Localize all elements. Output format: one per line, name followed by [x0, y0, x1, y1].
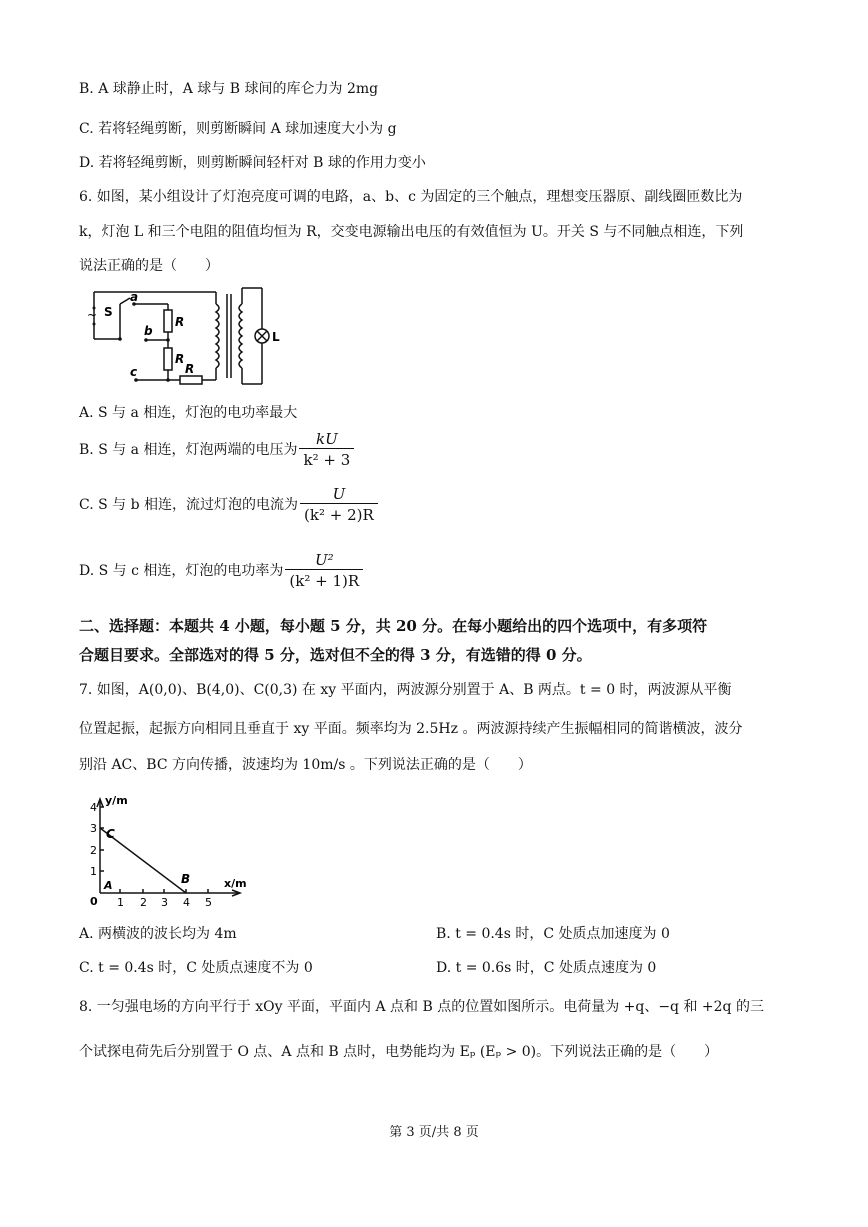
y-axis-label: y/m — [105, 794, 128, 807]
contact-b-label: b — [144, 324, 153, 338]
q6-stem-line2: k，灯泡 L 和三个电阻的阻值均恒为 R，交变电源输出电压的有效值恒为 U。开关 S 与不同触点相连，下列 — [79, 224, 744, 240]
q6-option-b-fraction — [299, 430, 354, 470]
point-b-label: B — [181, 872, 191, 886]
point-a-label: A — [104, 879, 113, 892]
q6-option-b — [79, 430, 354, 470]
resistor-3-label: R — [185, 362, 195, 376]
q5-option-b: B. A 球静止时，A 球与 B 球间的库仑力为 2mg — [79, 81, 379, 97]
q7-option-a: A. 两横波的波长均为 4m — [79, 926, 237, 942]
fraction-numerator: U — [332, 485, 346, 503]
switch-label: S — [104, 305, 113, 319]
x-tick-2: 2 — [140, 896, 147, 909]
x-axis-label: x/m — [224, 877, 247, 890]
q6-option-d — [79, 551, 363, 591]
origin-label: 0 — [90, 895, 98, 908]
q5-option-c: C. 若将轻绳剪断，则剪断瞬间 A 球加速度大小为 g — [79, 121, 397, 137]
q7-stem-line1: 7. 如图，A(0,0)、B(4,0)、C(0,3) 在 xy 平面内，两波源分别置于 A、B 两点。t = 0 时，两波源从平衡 — [79, 682, 732, 698]
q7-stem-line2: 位置起振，起振方向相同且垂直于 xy 平面。频率均为 2.5Hz 。两波源持续产生振幅相同的简谐横波，波分 — [79, 721, 743, 737]
q7-coordinate-diagram — [80, 793, 250, 911]
section2-heading-line1: 二、选择题：本题共 4 小题，每小题 5 分，共 20 分。在每小题给出的四个选项中，有多项符 — [79, 617, 708, 635]
q6-option-d-text: D. S 与 c 相连，灯泡的电功率为 — [79, 563, 284, 579]
fraction-denominator: (k² + 2)R — [300, 503, 378, 525]
contact-c-label: c — [130, 365, 138, 379]
lamp-label: L — [272, 330, 280, 344]
q6-option-b-text: B. S 与 a 相连，灯泡两端的电压为 — [79, 442, 298, 458]
q8-stem-line1: 8. 一匀强电场的方向平行于 xOy 平面，平面内 A 点和 B 点的位置如图所示。电荷量为 +q、−q 和 +2q 的三 — [79, 999, 764, 1015]
q6-option-c-text: C. S 与 b 相连，流过灯泡的电流为 — [79, 497, 299, 513]
q6-option-a: A. S 与 a 相连，灯泡的电功率最大 — [79, 405, 298, 421]
x-tick-3: 3 — [161, 896, 168, 909]
page-footer: 第 3 页/共 8 页 — [389, 1125, 479, 1140]
q7-option-d: D. t = 0.6s 时，C 处质点速度为 0 — [436, 960, 657, 976]
q5-option-d: D. 若将轻绳剪断，则剪断瞬间轻杆对 B 球的作用力变小 — [79, 155, 426, 171]
y-tick-3: 3 — [90, 822, 97, 835]
q6-option-c-fraction — [300, 485, 378, 525]
q6-stem-line1: 6. 如图，某小组设计了灯泡亮度可调的电路，a、b、c 为固定的三个触点，理想变压器原、副线圈匝数比为 — [79, 189, 743, 205]
fraction-denominator: (k² + 1)R — [285, 569, 363, 591]
q8-stem-line2: 个试探电荷先后分别置于 O 点、A 点和 B 点时，电势能均为 Eₚ (Eₚ > 0)。下列说法正确的是（ ） — [79, 1044, 719, 1060]
fraction-denominator: k² + 3 — [299, 448, 354, 470]
q7-option-b: B. t = 0.4s 时，C 处质点加速度为 0 — [436, 926, 670, 942]
q6-option-c — [79, 485, 378, 525]
x-tick-4: 4 — [183, 896, 190, 909]
x-tick-5: 5 — [205, 896, 212, 909]
x-tick-1: 1 — [117, 896, 124, 909]
q7-option-c: C. t = 0.4s 时，C 处质点速度不为 0 — [79, 960, 313, 976]
y-tick-1: 1 — [90, 865, 97, 878]
q7-stem-line3: 别沿 AC、BC 方向传播，波速均为 10m/s 。下列说法正确的是（ ） — [79, 757, 532, 773]
y-tick-4: 4 — [90, 801, 97, 814]
contact-a-label: a — [130, 290, 139, 304]
q6-option-d-fraction — [285, 551, 363, 591]
source-symbol: ~ — [87, 308, 98, 322]
resistor-2-label: R — [175, 352, 185, 366]
q6-stem-line3: 说法正确的是（ ） — [79, 258, 219, 274]
fraction-numerator: U² — [314, 551, 334, 569]
section2-heading-line2: 合题目要求。全部选对的得 5 分，选对但不全的得 3 分，有选错的得 0 分。 — [79, 646, 592, 664]
y-tick-2: 2 — [90, 844, 97, 857]
fraction-numerator: kU — [316, 430, 338, 448]
q6-circuit-diagram — [84, 284, 280, 388]
point-c-label: C — [106, 827, 115, 841]
resistor-1-label: R — [175, 315, 185, 329]
